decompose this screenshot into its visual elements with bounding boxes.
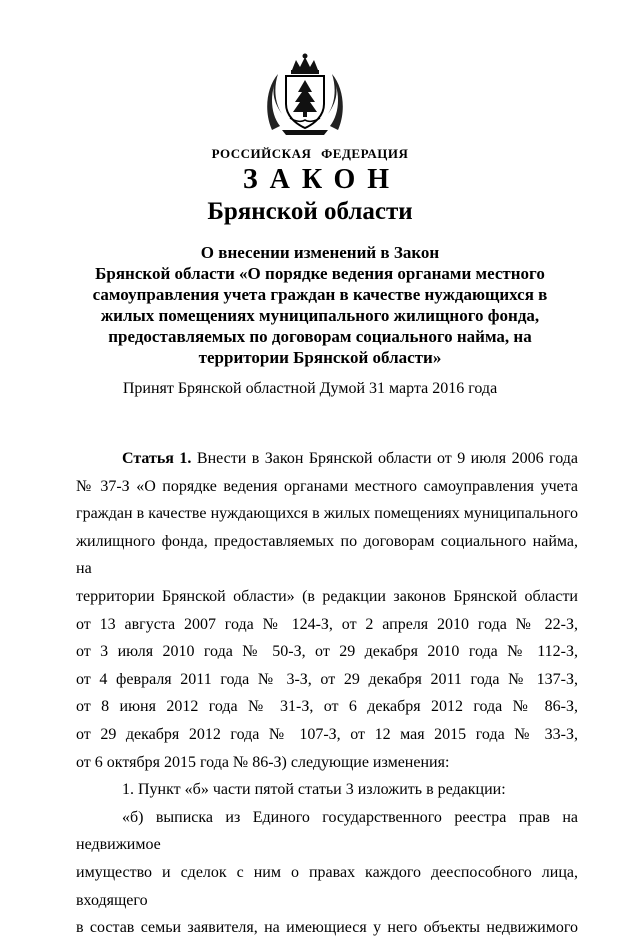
article-line: от 6 октября 2015 года № 86-З) следующие изменения:: [76, 753, 450, 771]
article-line: № 37-З «О порядке ведения органами местного самоуправления учета: [76, 477, 578, 495]
subject-line: Брянской области «О порядке ведения органами местного: [95, 264, 545, 283]
article-line: [76, 445, 578, 473]
article-line: жилищного фонда, предоставляемых по договорам социального найма, на: [76, 532, 578, 578]
article-line: граждан в качестве нуждающихся в жилых помещениях муниципального: [76, 505, 578, 523]
quote-line: имущество и сделок с ним о правах каждого дееспособного лица, входящего: [76, 863, 578, 909]
subject-line: О внесении изменений в Закон: [200, 243, 440, 262]
federation-heading: РОССИЙСКАЯ ФЕДЕРАЦИЯ: [211, 146, 409, 161]
article-line: от 29 декабря 2012 года № 107-З, от 12 мая 2015 года № 33-З,: [76, 725, 578, 743]
law-body: [76, 445, 578, 942]
subject-line: предоставляемых по договорам социального найма, на: [108, 327, 532, 346]
adoption-note: Принят Брянской областной Думой 31 марта 2016 года: [122, 380, 498, 397]
law-subject-title: [90, 242, 550, 368]
quote-line: в состав семьи заявителя, на имеющиеся у него объекты недвижимого: [76, 919, 578, 937]
article-line: от 13 августа 2007 года № 124-З, от 2 апреля 2010 года № 22-З,: [76, 615, 578, 633]
coat-of-arms-icon: [262, 52, 348, 138]
article-line: от 4 февраля 2011 года № 3-З, от 29 декабря 2011 года № 137-З,: [76, 670, 578, 688]
article-line: от 8 июня 2012 года № 31-З, от 6 декабря 2012 года № 86-З,: [76, 698, 578, 716]
quote-line: «б) выписка из Единого государственного реестра прав на недвижимое: [76, 808, 578, 854]
article-line: от 3 июля 2010 года № 50-З, от 29 декабря 2010 года № 112-З,: [76, 643, 578, 661]
document-type-heading: ЗАКОН: [242, 164, 402, 195]
region-heading: Брянской области: [207, 198, 413, 225]
subject-line: территории Брянской области»: [198, 348, 442, 367]
point-line: 1. Пункт «б» части пятой статьи 3 изложить в редакции:: [122, 781, 506, 799]
article-text: Внести в Закон Брянской области от 9 июля 2006 года: [196, 450, 578, 467]
subject-line: самоуправления учета граждан в качестве нуждающихся в: [92, 285, 548, 304]
subject-line: жилых помещениях муниципального жилищного фонда,: [100, 306, 540, 325]
article-label: Статья 1.: [122, 450, 192, 467]
article-line: территории Брянской области» (в редакции законов Брянской области: [76, 587, 578, 605]
